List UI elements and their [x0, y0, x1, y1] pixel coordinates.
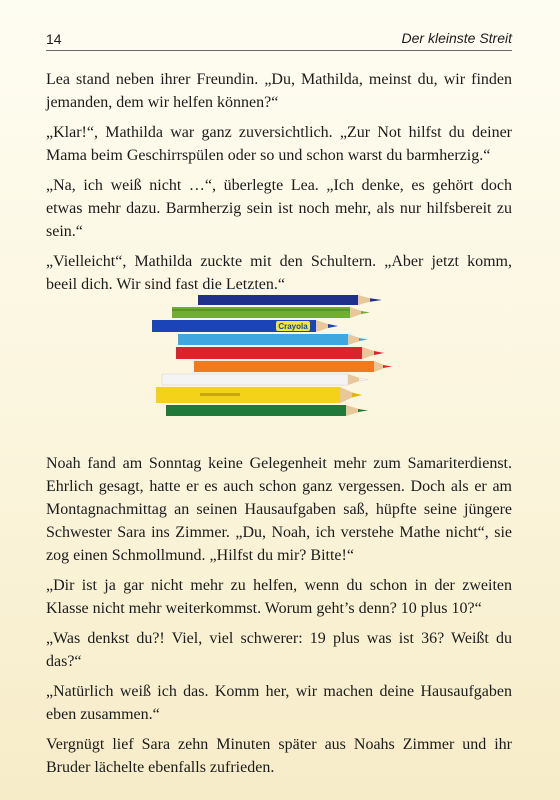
story-text-top — [46, 68, 512, 303]
story-text-bottom — [46, 452, 512, 786]
paragraph: Lea stand neben ihrer Freundin. „Du, Mathilda, meinst du, wir finden jemanden, dem wir helfen können?“ — [46, 71, 512, 111]
pencil-blue — [152, 320, 338, 332]
paragraph: „Was denkst du?! Viel, viel schwerer: 19 plus was ist 36? Weißt du das?“ — [46, 630, 512, 670]
pencil-dark-blue — [198, 295, 382, 305]
paragraph: „Na, ich weiß nicht …“, überlegte Lea. „Ich denke, es gehört doch etwas mehr dazu. Barmherzig sein ist noch mehr, als nur hilfsbereit zu sein.“ — [46, 177, 512, 240]
pencil-orange — [194, 361, 392, 372]
pencil-light-blue — [178, 334, 368, 345]
pencil-red — [176, 347, 384, 359]
paragraph: Vergnügt lief Sara zehn Minuten später aus Noahs Zimmer und ihr Bruder lächelte ebenfalls zufrieden. — [46, 736, 512, 776]
paragraph: „Klar!“, Mathilda war ganz zuversichtlich. „Zur Not hilfst du deiner Mama beim Geschirrspülen oder so und schon warst du barmherzig.“ — [46, 124, 512, 164]
paragraph: „Natürlich weiß ich das. Komm her, wir machen deine Hausaufgaben eben zusammen.“ — [46, 683, 512, 723]
pencil-white — [162, 374, 368, 385]
pencil-dark-green — [166, 405, 368, 416]
page-header — [46, 28, 512, 51]
paragraph: „Dir ist ja gar nicht mehr zu helfen, wenn du schon in der zweiten Klasse nicht mehr weiterkommst. Worum geht’s denn? 10 plus 10?“ — [46, 577, 512, 617]
pencil-brand-label: Crayola — [278, 322, 308, 331]
page-number: 14 — [46, 31, 62, 47]
pencil-lime-green — [172, 307, 370, 318]
chapter-title: Der kleinste Streit — [401, 30, 512, 46]
colored-pencils-illustration — [150, 285, 395, 435]
pencil-yellow — [156, 387, 362, 403]
paragraph: Noah fand am Sonntag keine Gelegenheit mehr zum Samariterdienst. Ehrlich gesagt, hatte er es auch schon ganz vergessen. Doch als er am Montagnachmittag an seinen Hausaufgaben saß, hüpfte seine jüngere Schwester Sara ins Zimmer. „Du, Noah, ich verstehe Mathe nicht“, sie zog einen Schmollmund. „Hilfst du mir? Bitte!“ — [46, 455, 512, 564]
paragraph: „Vielleicht“, Mathilda zuckte mit den Schultern. „Aber jetzt komm, beeil dich. Wir sind fast die Letzten.“ — [46, 253, 512, 293]
